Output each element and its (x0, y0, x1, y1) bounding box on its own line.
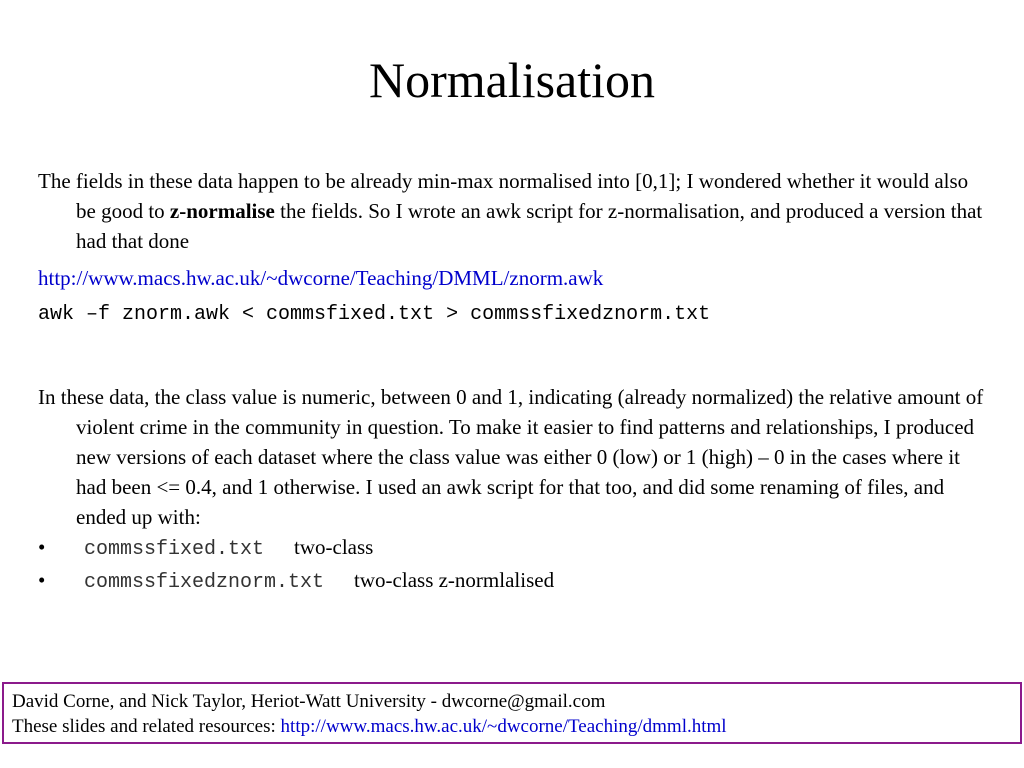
bullet-marker: • (38, 535, 46, 559)
footer-box (2, 682, 1022, 744)
list-item (38, 532, 988, 565)
file-name: commssfixedznorm.txt (84, 571, 325, 594)
paragraph-class-value: In these data, the class value is numeric, between 0 and 1, indicating (already normalized) the relative amount of violent crime in the community in question. To make it easier to find patterns and relationships, I produced new versions of each dataset where the class value was either 0 (low) or 1 (high) – 0 in the cases where it had been <= 0.4, and 1 otherwise. I used an awk script for that too, and did some renaming of files, and ended up with: (38, 385, 984, 529)
bullet-marker: • (38, 568, 46, 592)
bold-term: z-normalise (169, 199, 275, 223)
slide-title: Normalisation (368, 52, 656, 108)
footer-resources (12, 714, 1012, 739)
file-description: two-class z-normlalised (354, 568, 555, 592)
script-link[interactable]: http://www.macs.hw.ac.uk/~dwcorne/Teaching/DMML/znorm.awk (38, 266, 604, 290)
paragraph-text: The fields in these data happen to be already min-max normalised into [0,1]; I wondered whether it would also be good to (38, 169, 969, 223)
file-description: two-class (294, 535, 374, 559)
footer-credits: David Corne, and Nick Taylor, Heriot-Watt University - dwcorne@gmail.com (12, 691, 606, 712)
file-name: commssfixed.txt (84, 538, 265, 561)
footer-resources-label: These slides and related resources: (12, 716, 281, 737)
resources-link[interactable]: http://www.macs.hw.ac.uk/~dwcorne/Teaching/dmml.html (280, 716, 727, 737)
paragraph-znormalise (38, 166, 988, 256)
slide-content (38, 166, 988, 598)
paragraph-text: the fields. So I wrote an awk script for z-normalisation, and produced a version that had that done (76, 199, 983, 253)
list-item (38, 565, 988, 598)
awk-command: awk –f znorm.awk < commsfixed.txt > commssfixedznorm.txt (38, 303, 711, 326)
